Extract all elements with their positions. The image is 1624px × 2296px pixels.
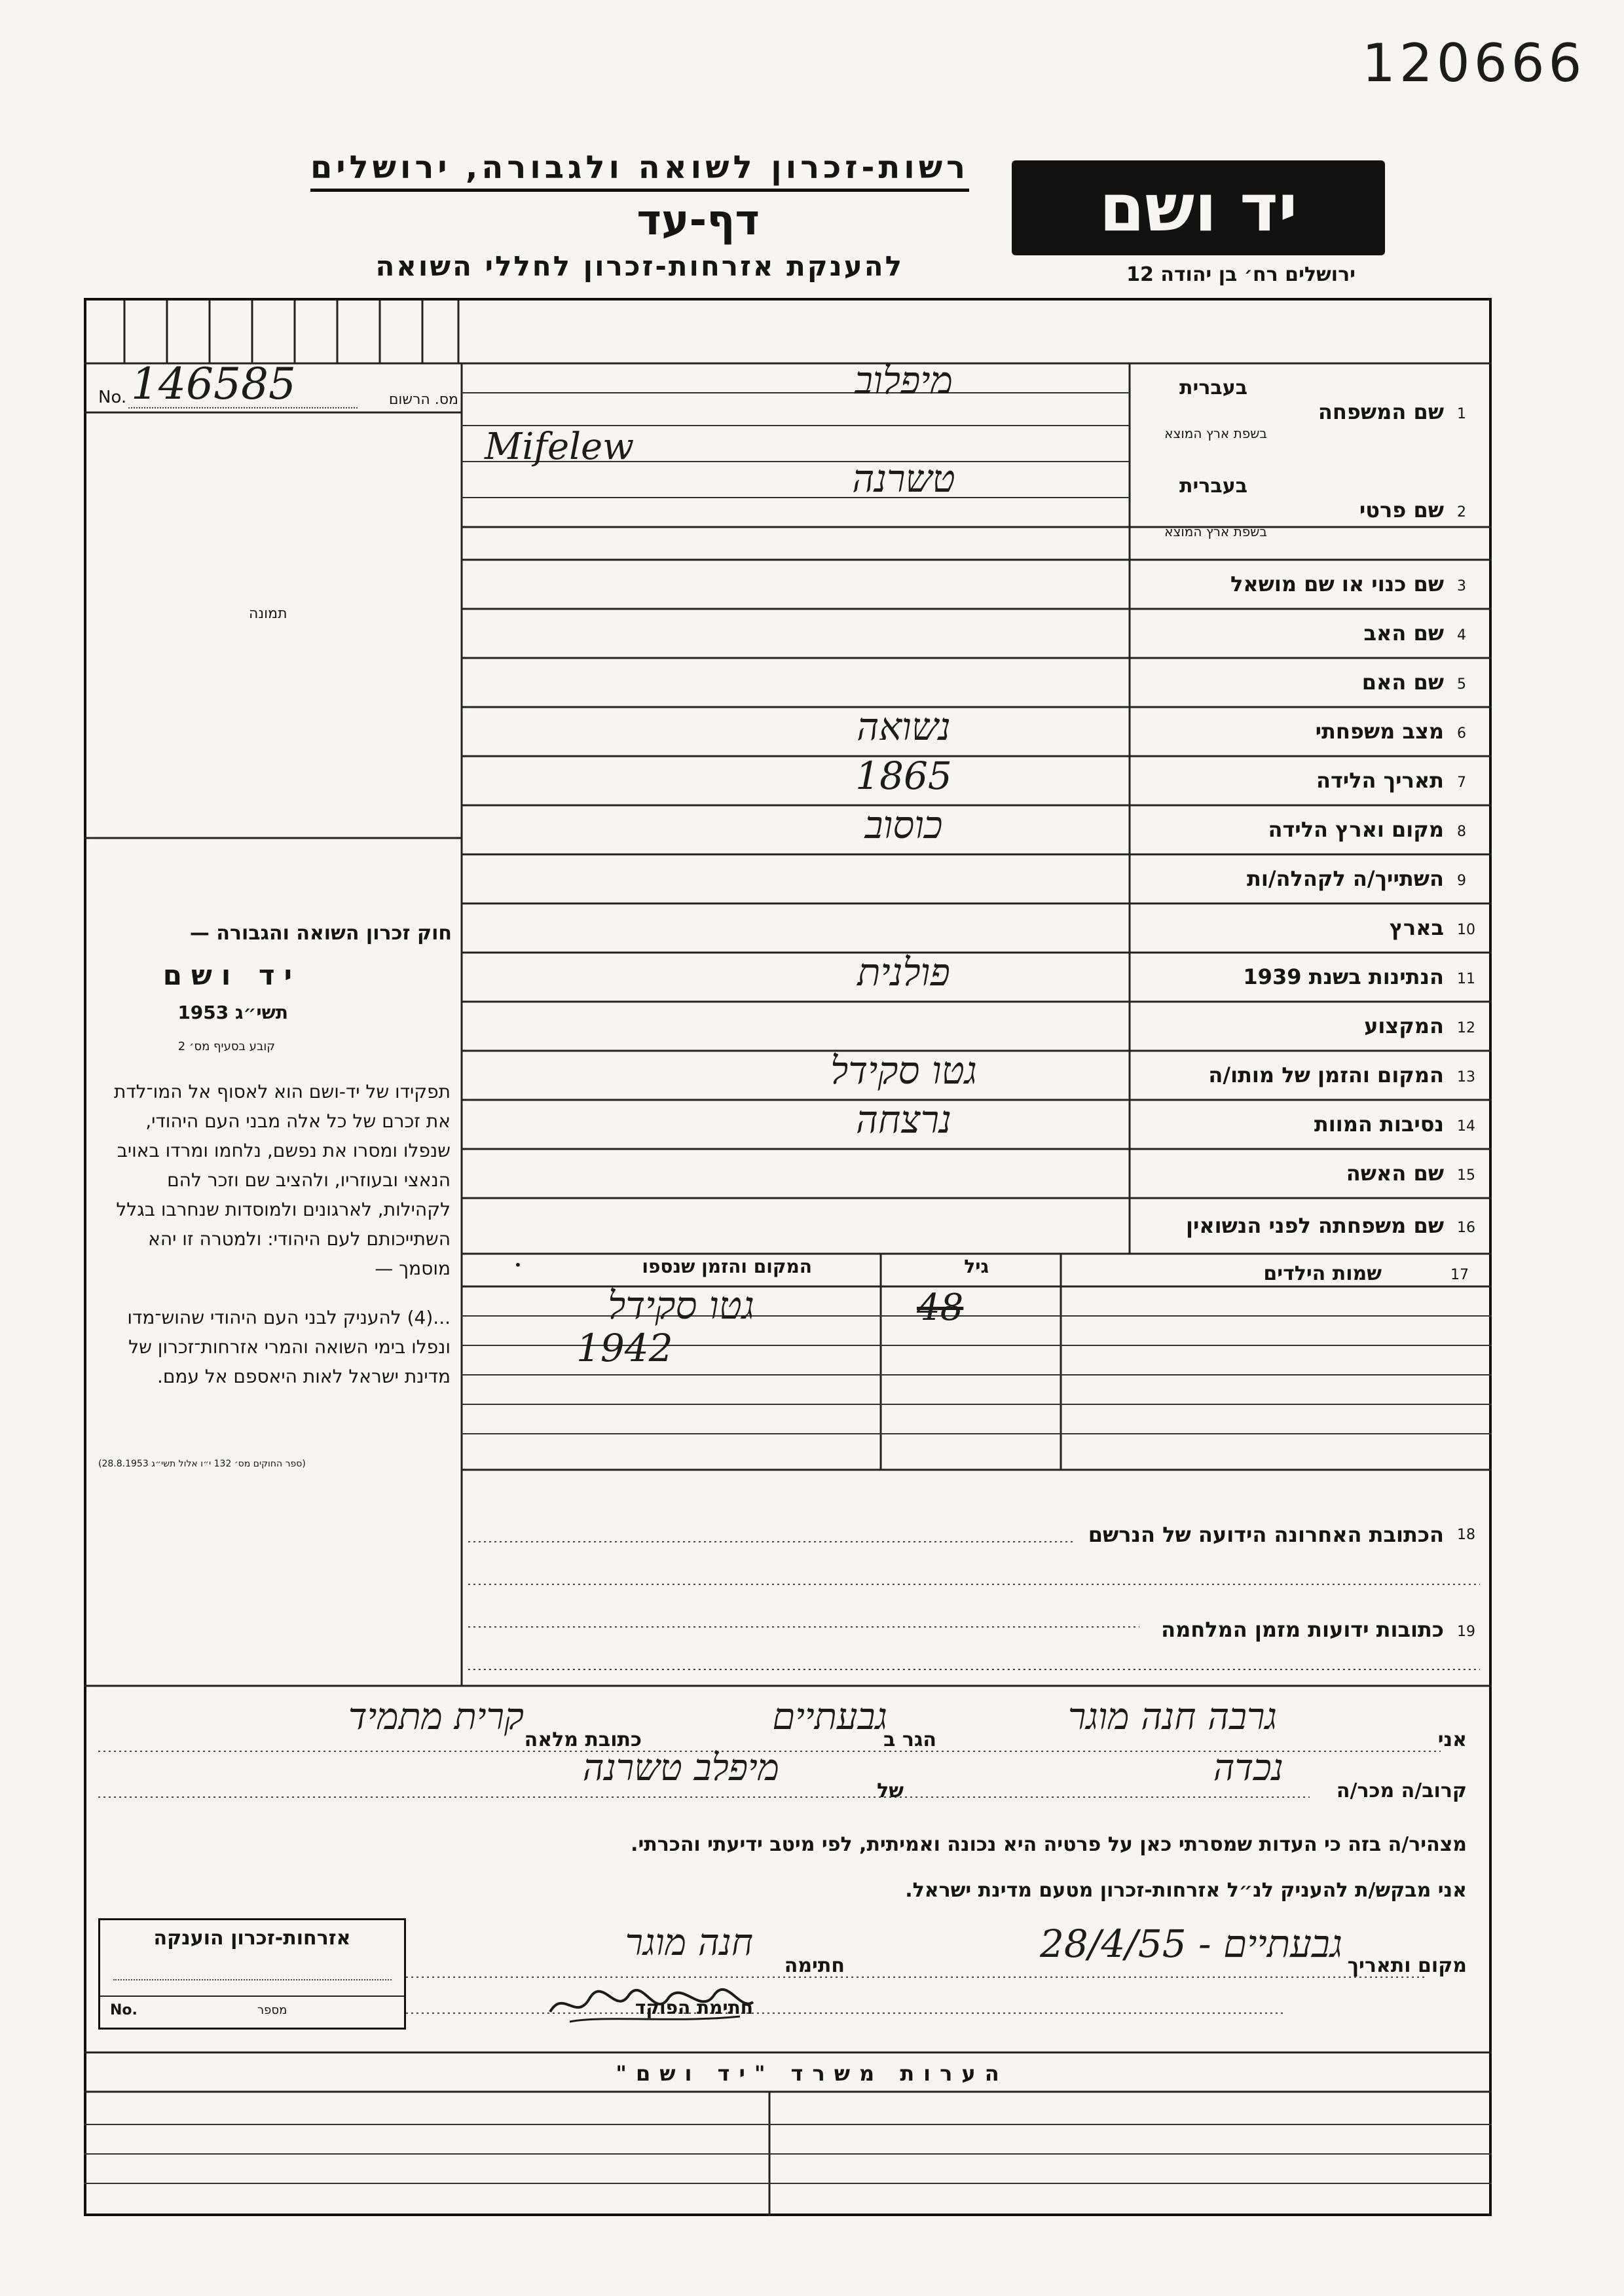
granted-box-title: אזרחות-זכרון הוענקה xyxy=(153,1927,351,1950)
field-value-14: נרצחה xyxy=(855,1097,952,1142)
last-address-label: הכתובת האחרונה הידועה של הנרשם xyxy=(1088,1522,1444,1547)
field-sub-hebrew-1: בעברית xyxy=(1179,376,1247,399)
place-date-value: גבעתיים - 28/4/55 xyxy=(1040,1922,1342,1966)
granted-box-no-label: No. xyxy=(110,2002,138,2018)
officer-signature xyxy=(544,1976,760,2028)
law-year: תשי״ג 1953 xyxy=(177,1002,288,1023)
registration-no-label: No. xyxy=(98,388,127,407)
form-title: דף-עד xyxy=(637,196,760,245)
law-paragraph-2: ...(4) להעניק לבני העם היהודי שהוש־מדו ונפלו בימי השואה והמרי אזרחות־זכרון של מדינת ישראל לאות היאספם אל עמם. xyxy=(127,1307,451,1387)
children-age-header: גיל xyxy=(964,1256,989,1277)
declarant-name: גרבה חנה מוגר xyxy=(1067,1696,1277,1738)
field-value-origin-1: Mifelew xyxy=(485,426,635,468)
field-value-7: 1865 xyxy=(855,753,952,798)
law-clause: קובע בסעיף מס׳ 2 xyxy=(177,1040,275,1053)
law-title: חוק זכרון השואה והגבורה — xyxy=(189,922,452,945)
field-number-12: 12 xyxy=(1457,1019,1475,1036)
child-place: גטו סקידל xyxy=(608,1283,754,1328)
field-label-14: נסיבות המוות xyxy=(1314,1111,1444,1137)
field-label-1: שם המשפחה xyxy=(1318,399,1444,424)
field-label-15: שם האשה xyxy=(1346,1160,1444,1186)
field-label-7: תאריך הלידה xyxy=(1316,767,1444,793)
field-value-2: טשרנה xyxy=(852,456,955,501)
field-label-8: מקום וארץ הלידה xyxy=(1268,816,1444,842)
field-label-3: שם כנוי או שם מושאל xyxy=(1230,571,1444,596)
declaration-i-label: אני xyxy=(1437,1728,1467,1751)
field-number-6: 6 xyxy=(1457,725,1466,742)
child-year: 1942 xyxy=(576,1326,673,1370)
registration-label: מס. הרשום xyxy=(388,392,458,408)
field-number-11: 11 xyxy=(1457,970,1475,987)
registration-number: 146585 xyxy=(131,359,296,409)
field-number-13: 13 xyxy=(1457,1068,1475,1085)
relation-label: קרוב/ה מכר/ה xyxy=(1336,1779,1467,1802)
logo-text: יד ושם xyxy=(1099,170,1298,246)
form-subtitle: להענקת אזרחות-זכרון לחללי השואה xyxy=(375,250,904,282)
field-label-4: שם האב xyxy=(1363,620,1444,646)
field-label-16: שם משפחתה לפני הנשואין xyxy=(1185,1212,1444,1238)
place-date-label: מקום ותאריך xyxy=(1347,1954,1467,1977)
field-label-10: בארץ xyxy=(1389,915,1444,940)
field-number-16: 16 xyxy=(1457,1219,1475,1236)
granted-box xyxy=(98,1918,406,2030)
field-number-8: 8 xyxy=(1457,823,1466,840)
field-number-19: 19 xyxy=(1457,1624,1475,1640)
field-sub-origin-2: בשפת ארץ המוצא xyxy=(1164,524,1267,539)
office-remarks-title: הערות משרד "יד ושם" xyxy=(616,2061,1008,2086)
field-number-2: 2 xyxy=(1457,504,1466,520)
archive-number: 120666 xyxy=(1362,33,1586,94)
field-value-8: כוסוב xyxy=(864,802,943,847)
declarant-signature: חנה מוגר xyxy=(625,1922,753,1964)
resides-label: הגר ב xyxy=(883,1728,936,1751)
field-sub-origin-1: בשפת ארץ המוצא xyxy=(1164,426,1267,441)
children-names-header: שמות הילדים xyxy=(1263,1262,1382,1285)
logo-address: ירושלים רח׳ בן יהודה 12 xyxy=(1126,263,1356,286)
field-number-10: 10 xyxy=(1457,921,1475,938)
field-label-5: שם האם xyxy=(1361,669,1444,695)
photo-label: תמונה xyxy=(249,606,287,622)
children-place-header: המקום והזמן שנספו xyxy=(642,1256,812,1277)
full-address-label: כתובת מלאה xyxy=(524,1728,642,1751)
field-number-4: 4 xyxy=(1457,627,1466,644)
signature-label: חתימה xyxy=(784,1954,845,1977)
field-value-11: פולנית xyxy=(857,949,950,994)
officer-signature-label: חתימת הפוקד xyxy=(635,1997,753,2018)
field-number-15: 15 xyxy=(1457,1167,1475,1184)
field-label-13: המקום והזמן של מותו/ה xyxy=(1208,1062,1444,1087)
field-label-2: שם פרטי xyxy=(1359,498,1444,522)
field-number-1: 1 xyxy=(1457,406,1466,422)
declaration-statement: מצהיר/ה בזה כי העדות שמסרתי כאן על פרטיה היא נכונה ואמיתית, לפי מיטב ידיעתי והכרתי. xyxy=(631,1833,1467,1856)
field-number-3: 3 xyxy=(1457,577,1466,594)
law-gazette: (ספר החוקים מס׳ 132 י״ו אלול תשי״ג 28.8.1953) xyxy=(98,1459,306,1469)
authority-title: רשות-זכרון לשואה ולגבורה, ירושלים xyxy=(310,149,969,192)
granted-box-number-label: מספר xyxy=(257,2003,287,2017)
field-number-17: 17 xyxy=(1450,1267,1469,1283)
declaration-request: אני מבקש/ת להעניק לנ״ל אזרחות-זכרון מטעם מדינת ישראל. xyxy=(905,1879,1467,1902)
child-age: 48 xyxy=(917,1286,964,1329)
war-addresses-label: כתובות ידועות מזמן המלחמה xyxy=(1161,1617,1444,1642)
resides-city: גבעתיים xyxy=(772,1696,887,1738)
relation-value: נכדה xyxy=(1213,1747,1283,1789)
of-label: של xyxy=(877,1779,904,1802)
field-number-7: 7 xyxy=(1457,774,1466,791)
law-paragraph-1: תפקידו של יד-ושם הוא לאסוף אל המו־לדת את זכרם של כל אלה מבני העם היהודי, שנפלו ומסרו את נפשם, נלחמו ומרדו באויב הנאצי ובעוזריו, ולהציב שם וזכר להם לקהילות, לארגונים ולמוסדות שנחרבו בגלל השתייכותם לעם היהודי: ולמטרה זו יהא מוסמך — xyxy=(113,1081,451,1279)
field-label-11: הנתינות בשנת 1939 xyxy=(1243,964,1444,989)
field-sub-hebrew-2: בעברית xyxy=(1179,475,1247,498)
field-label-6: מצב משפחתי xyxy=(1315,718,1444,744)
law-name: יד ושם xyxy=(162,959,301,991)
field-label-9: השתייך/ה לקהלה/ות xyxy=(1246,866,1444,891)
field-value-1: מיפלוב xyxy=(855,358,953,403)
full-address: קרית מתמיד xyxy=(348,1696,524,1738)
field-label-12: המקצוע xyxy=(1364,1013,1444,1038)
field-number-18: 18 xyxy=(1457,1527,1475,1543)
field-number-14: 14 xyxy=(1457,1118,1475,1135)
of-name: מיפלב טשרנה xyxy=(582,1747,779,1789)
field-number-5: 5 xyxy=(1457,676,1466,693)
field-value-6: נשואה xyxy=(857,704,951,749)
field-value-13: גטו סקידל xyxy=(830,1048,977,1093)
field-number-9: 9 xyxy=(1457,872,1466,889)
